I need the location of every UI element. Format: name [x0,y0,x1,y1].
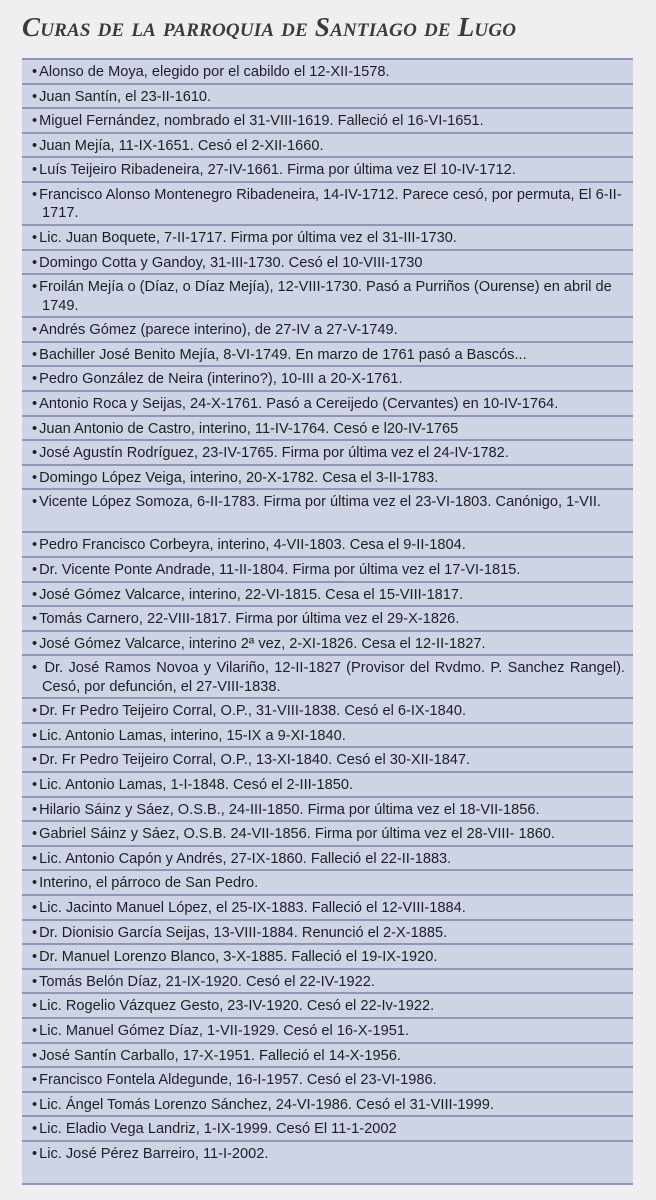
bullet-icon: • [32,346,38,363]
list-item-content [32,322,398,338]
bullet-icon: • [32,611,38,628]
list-item-text: Andrés Gómez (parece interino), de 27-IV a 27-V-1749. [39,322,398,339]
list-item-text: Gabriel Sáinz y Sáez, O.S.B. 24-VII-1856. Firma por última vez el 28-VIII- 1860. [39,826,555,843]
list-item-content [32,974,375,990]
bullet-icon: • [32,279,38,296]
list-item [22,466,633,491]
bullet-icon: • [32,420,38,437]
list-item [22,183,633,226]
list-item-text: José Agustín Rodríguez, 23-IV-1765. Firma por última vez el 24-IV-1782. [39,445,509,462]
bullet-icon: • [32,586,38,603]
list-item [22,921,633,946]
list-item-text: José Gómez Valcarce, interino, 22-VI-1815. Cesa el 15-VIII-1817. [39,586,464,603]
bullet-icon: • [32,186,38,203]
list-item-text: Pedro González de Neira (interino?), 10-III a 20-X-1761. [39,371,403,388]
list-item-text: Francisco Fontela Aldegunde, 16-I-1957. Cesó el 23-VI-1986. [39,1072,437,1089]
bullet-icon: • [32,998,38,1015]
list-item-text: José Gómez Valcarce, interino 2ª vez, 2-XI-1826. Cesa el 12-II-1827. [39,635,486,652]
list-item [22,251,633,276]
list-item-content [32,636,486,652]
list-item-content [32,659,625,696]
list-item-text: Miguel Fernández, nombrado el 31-VIII-1619. Falleció el 16-VI-1651. [39,113,484,130]
bullet-icon: • [32,703,38,720]
list-item-text: Dr. Dionisio García Seijas, 13-VIII-1884. Renunció el 2-X-1885. [39,924,448,941]
list-item-text: Lic. Juan Boquete, 7-II-1717. Firma por última vez el 31-III-1730. [39,229,457,246]
bullet-icon: • [32,1121,38,1138]
list-item [22,847,633,872]
list-item-text: Alonso de Moya, elegido por el cabildo el 12-XII-1578. [39,64,390,80]
list-item [22,1019,633,1044]
bullet-icon: • [32,371,38,388]
list-item [22,1117,633,1142]
bullet-icon: • [32,826,38,843]
list-item-content [32,875,258,891]
list-item-text: Lic. Antonio Lamas, 1-I-1848. Cesó el 2-III-1850. [39,777,354,794]
list-item-content [32,1048,401,1064]
list-item-text: Tomás Carnero, 22-VIII-1817. Firma por última vez el 29-X-1826. [39,611,460,628]
list-item [22,724,633,749]
bullet-icon: • [32,88,38,105]
list-item [22,1093,633,1118]
list-item-content [32,562,520,578]
list-item-text: Lic. Antonio Capón y Andrés, 27-IX-1860. Falleció el 22-II-1883. [39,850,452,867]
list-item-content [32,587,463,603]
list-item-content [32,1097,494,1113]
bullet-icon: • [32,537,38,554]
list-item-content [32,752,470,768]
list-item-content [32,1121,397,1137]
list-item-text: Luís Teijeiro Ribadeneira, 27-IV-1661. Firma por última vez El 10-IV-1712. [39,162,516,179]
list-item-text: Domingo Cotta y Gandoy, 31-III-1730. Cesó el 10-VIII-1730 [39,254,423,271]
list-item [22,158,633,183]
list-item-content [32,230,457,246]
list-item [22,1068,633,1093]
bullet-icon: • [32,777,38,794]
list-item [22,367,633,392]
list-item [22,109,633,134]
list-item [22,1044,633,1069]
list-item-content [32,255,423,271]
list-item-content [32,728,346,744]
list-item-content [32,278,625,315]
list-item [22,60,633,85]
bullet-icon: • [32,322,38,339]
bullet-icon: • [32,752,38,769]
list-item-content [32,949,437,965]
bullet-icon: • [32,113,38,130]
list-item [22,226,633,251]
priest-list [22,58,633,1185]
bullet-icon: • [32,494,38,511]
list-item [22,318,633,343]
bullet-icon: • [32,254,38,271]
list-item [22,656,633,699]
list-item-content [32,900,466,916]
list-item-text: Bachiller José Benito Mejía, 8-VI-1749. En marzo de 1761 pasó a Bascós... [39,346,527,363]
list-item [22,699,633,724]
list-item-text: Hilario Sáinz y Sáez, O.S.B., 24-III-1850. Firma por última vez el 18-VII-1856. [39,801,540,818]
list-item-text: Juan Mejía, 11-IX-1651. Cesó el 2-XII-1660. [39,137,324,154]
bullet-icon: • [32,137,38,154]
list-item-text: Domingo López Veiga, interino, 20-X-1782. Cesa el 3-II-1783. [39,469,439,486]
bullet-icon: • [32,660,38,677]
list-item-content [32,186,625,223]
list-item-text: Juan Santín, el 23-II-1610. [39,88,212,105]
list-item-text: Lic. José Pérez Barreiro, 11-I-2002. [39,1145,269,1162]
bullet-icon: • [32,1023,38,1039]
list-item [22,798,633,823]
list-item-content [32,421,458,437]
list-item-content [32,1072,437,1088]
list-item-content [32,802,540,818]
list-item-text: Juan Antonio de Castro, interino, 11-IV-1764. Cesó e l20-IV-1765 [39,420,459,437]
list-item-content [32,493,625,511]
list-item-text: Francisco Alonso Montenegro Ribadeneira, 14-IV-1712. Parece cesó, por permuta, El 6-II-1717. [39,186,622,222]
list-item [22,970,633,995]
list-item-content [32,1023,409,1039]
list-item-content [32,89,211,105]
bullet-icon: • [32,1096,38,1113]
list-item-text: Lic. Jacinto Manuel López, el 25-IX-1883. Falleció el 12-VIII-1884. [39,900,466,917]
list-item [22,1142,633,1167]
list-item-content [32,777,353,793]
list-item-text: Dr. Manuel Lorenzo Blanco, 3-X-1885. Falleció el 19-IX-1920. [39,949,438,966]
list-item-content [32,138,324,154]
list-item-text: Lic. Eladio Vega Landriz, 1-IX-1999. Cesó El 11-1-2002 [39,1121,397,1138]
bullet-icon: • [32,875,38,892]
list-item [22,85,633,110]
list-item-text: José Santín Carballo, 17-X-1951. Falleció el 14-X-1956. [39,1047,401,1064]
list-item-content [32,537,466,553]
bullet-icon: • [32,469,38,486]
list-item [22,558,633,583]
list-item [22,343,633,368]
page-title: Curas de la parroquia de Santiago de Lugo [22,12,517,42]
list-item-text: Dr. Fr Pedro Teijeiro Corral, O.P., 31-VIII-1838. Cesó el 6-IX-1840. [39,703,467,720]
list-item-content [32,64,390,80]
list-item [22,632,633,657]
bullet-icon: • [32,1072,38,1089]
bullet-icon: • [32,801,38,818]
list-item-text: Lic. Rogelio Vázquez Gesto, 23-IV-1920. Cesó el 22-Iv-1922. [39,998,435,1015]
bullet-icon: • [32,727,38,744]
list-item-text: Froilán Mejía o (Díaz, o Díaz Mejía), 12-VIII-1730. Pasó a Purriños (Ourense) en abril de 1749. [39,279,612,314]
bullet-icon: • [32,64,38,80]
list-item-content [32,162,516,178]
bullet-icon: • [32,162,38,179]
list-item-content [32,1146,268,1162]
list-item-text: Lic. Manuel Gómez Díaz, 1-VII-1929. Cesó el 16-X-1951. [39,1023,409,1039]
list-item [22,945,633,970]
bullet-icon: • [32,1047,38,1064]
list-item-content [32,925,447,941]
list-item [22,994,633,1019]
list-item-content [32,470,438,486]
list-item-content [32,371,403,387]
list-item [22,533,633,558]
list-item [22,896,633,921]
list-item [22,822,633,847]
list-item [22,583,633,608]
list-item [22,441,633,466]
list-item-text: Dr. Vicente Ponte Andrade, 11-II-1804. Firma por última vez el 17-VI-1815. [39,561,521,578]
list-item-content [32,998,434,1014]
bullet-icon: • [32,900,38,917]
bullet-icon: • [32,949,38,966]
list-item-content [32,113,484,129]
bullet-icon: • [32,1145,38,1162]
list-item-content [32,851,451,867]
bullet-icon: • [32,445,38,462]
bullet-icon: • [32,924,38,941]
list-item-content [32,445,509,461]
list-item-text: Vicente López Somoza, 6-II-1783. Firma por última vez el 23-VI-1803. Canónigo, 1-VII. [39,494,601,511]
bullet-icon: • [32,561,38,578]
list-item [22,134,633,159]
list-item [22,607,633,632]
bullet-icon: • [32,973,38,990]
list-item-content [32,703,466,719]
list-item [22,773,633,798]
list-item [22,871,633,896]
bullet-icon: • [32,395,38,412]
list-item-text: Antonio Roca y Seijas, 24-X-1761. Pasó a Cereijedo (Cervantes) en 10-IV-1764. [39,395,559,412]
list-item [22,275,633,318]
list-item [22,490,633,533]
list-item-content [32,826,555,842]
list-item [22,748,633,773]
bullet-icon: • [32,635,38,652]
list-item-content [32,347,527,363]
list-item-text: Pedro Francisco Corbeyra, interino, 4-VII-1803. Cesa el 9-II-1804. [39,537,466,554]
list-item-text: Dr. Fr Pedro Teijeiro Corral, O.P., 13-XI-1840. Cesó el 30-XII-1847. [39,752,471,769]
list-item-text: Tomás Belón Díaz, 21-IX-1920. Cesó el 22-IV-1922. [39,973,375,990]
list-item-text: Interino, el párroco de San Pedro. [39,875,259,892]
bullet-icon: • [32,850,38,867]
list-item [22,417,633,442]
bullet-icon: • [32,229,38,246]
list-item [22,392,633,417]
list-item-text: Lic. Ángel Tomás Lorenzo Sánchez, 24-VI-1986. Cesó el 31-VIII-1999. [39,1096,494,1113]
list-item-text: Dr. José Ramos Novoa y Vilariño, 12-II-1827 (Provisor del Rvdmo. P. Sanchez Rangel). Cesó, por defunción, el 27-VIII-1838. [39,660,625,695]
list-item-content [32,611,459,627]
list-item-content [32,396,558,412]
list-item-text: Lic. Antonio Lamas, interino, 15-IX a 9-XI-1840. [39,727,346,744]
